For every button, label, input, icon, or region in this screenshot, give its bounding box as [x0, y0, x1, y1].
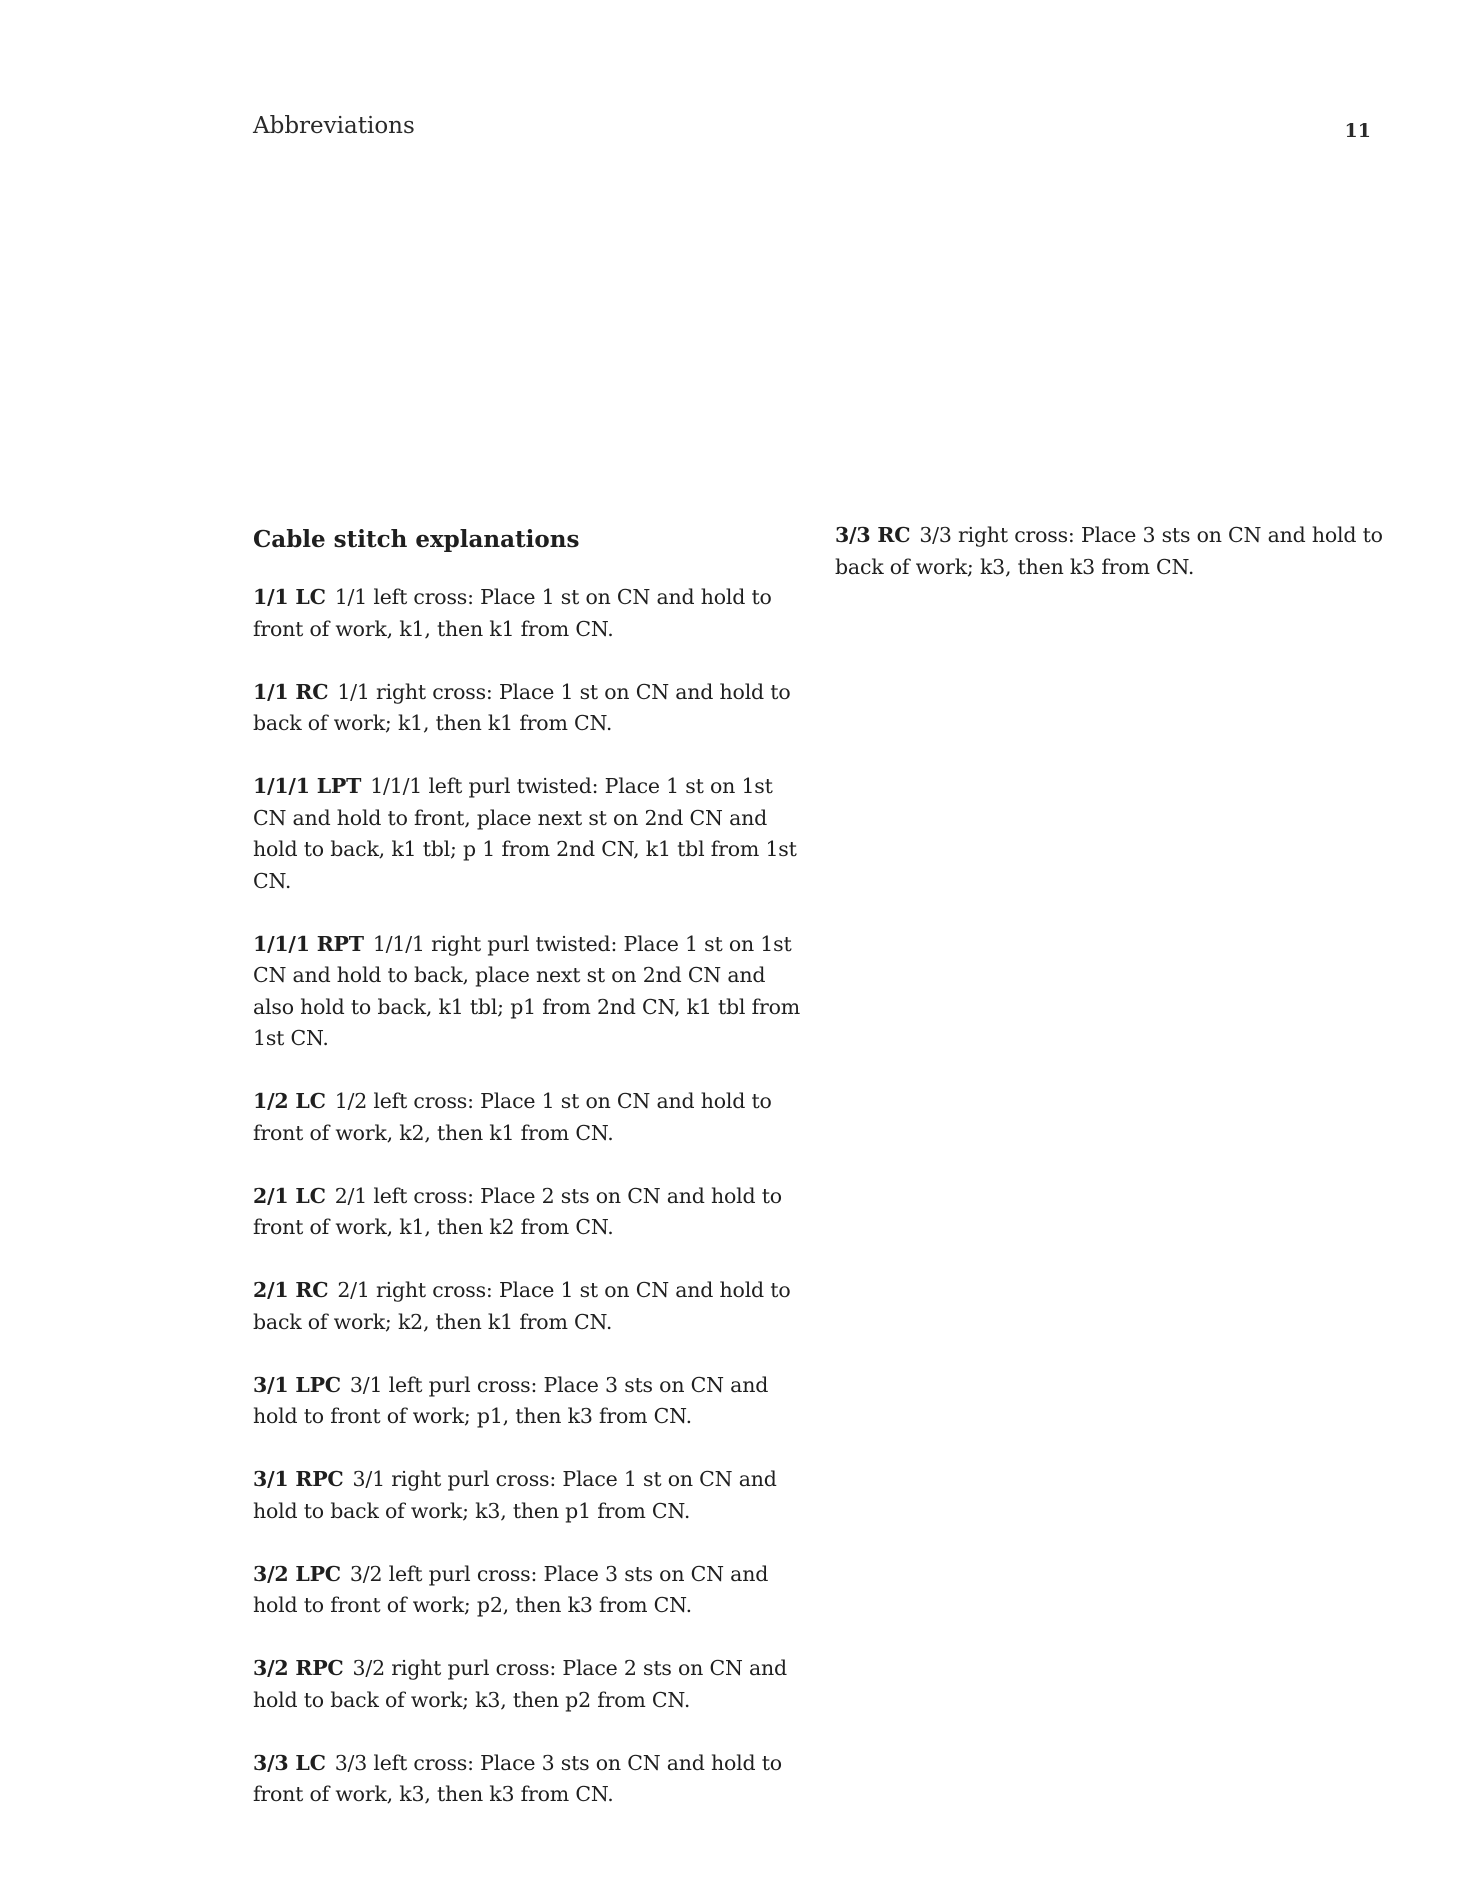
entry-abbr: 1/1 LC: [253, 585, 326, 609]
entry-2-1-rc: [253, 1275, 801, 1338]
entry-abbr: 1/1/1 RPT: [253, 931, 364, 956]
entry-text: 3/1 left purl cross: Place 3 sts on CN and hold to front of work; p1, then k3 from CN.: [253, 1372, 769, 1428]
entry-3-2-lpc: [253, 1559, 801, 1622]
right-column: [835, 520, 1383, 615]
running-head: Abbreviations: [253, 113, 415, 139]
entry-abbr: 1/2 LC: [253, 1089, 326, 1113]
entry-3-3-lc: [253, 1748, 801, 1811]
entry-text: 3/2 left purl cross: Place 3 sts on CN and hold to front of work; p2, then k3 from CN.: [253, 1561, 769, 1617]
entry-abbr: 3/1 LPC: [253, 1372, 341, 1397]
page-number: 11: [1344, 120, 1371, 142]
entry-abbr: 1/1 RC: [253, 679, 329, 704]
entry-text: 3/1 right purl cross: Place 1 st on CN and hold to back of work; k3, then p1 from CN.: [253, 1467, 777, 1523]
entry-abbr: 2/1 LC: [253, 1183, 326, 1208]
entry-abbr: 3/2 RPC: [253, 1656, 344, 1680]
entry-abbr: 3/3 RC: [835, 523, 911, 547]
entry-text: 1/1/1 right purl twisted: Place 1 st on 1st CN and hold to back, place next st on 2nd CN and also hold to back, k1 tbl; p1 from 2nd CN, k1 tbl from 1st CN.: [253, 931, 800, 1050]
entry-text: 3/3 right cross: Place 3 sts on CN and hold to back of work; k3, then k3 from CN.: [835, 523, 1383, 579]
entry-abbr: 3/2 LPC: [253, 1561, 341, 1586]
entry-abbr: 2/1 RC: [253, 1278, 329, 1302]
entry-text: 3/2 right purl cross: Place 2 sts on CN and hold to back of work; k3, then p2 from CN.: [253, 1656, 787, 1712]
entry-3-2-rpc: [253, 1653, 801, 1716]
entry-text: 1/2 left cross: Place 1 st on CN and hold to front of work, k2, then k1 from CN.: [253, 1089, 772, 1145]
entry-1-1-1-lpt: [253, 771, 801, 897]
entry-abbr: 3/3 LC: [253, 1750, 326, 1775]
entry-1-1-lc: [253, 582, 801, 645]
entry-abbr: 1/1/1 LPT: [253, 774, 362, 798]
entry-3-3-rc: [835, 520, 1383, 583]
entry-1-1-rc: [253, 677, 801, 740]
entry-text: 1/1/1 left purl twisted: Place 1 st on 1st CN and hold to front, place next st on 2nd CN and hold to back, k1 tbl; p 1 from 2nd CN, k1 tbl from 1st CN.: [253, 774, 797, 893]
entry-text: 1/1 left cross: Place 1 st on CN and hold to front of work, k1, then k1 from CN.: [253, 585, 772, 641]
entry-3-1-lpc: [253, 1370, 801, 1433]
entry-text: 1/1 right cross: Place 1 st on CN and hold to back of work; k1, then k1 from CN.: [253, 679, 791, 735]
entry-text: 3/3 left cross: Place 3 sts on CN and hold to front of work, k3, then k3 from CN.: [253, 1750, 782, 1806]
entry-text: 2/1 left cross: Place 2 sts on CN and hold to front of work, k1, then k2 from CN.: [253, 1183, 782, 1239]
entry-1-2-lc: [253, 1086, 801, 1149]
entry-text: 2/1 right cross: Place 1 st on CN and hold to back of work; k2, then k1 from CN.: [253, 1278, 791, 1334]
section-heading: Cable stitch explanations: [253, 526, 580, 553]
entry-abbr: 3/1 RPC: [253, 1467, 344, 1491]
entry-1-1-1-rpt: [253, 929, 801, 1055]
left-column: [253, 520, 801, 1842]
entry-2-1-lc: [253, 1181, 801, 1244]
entry-3-1-rpc: [253, 1464, 801, 1527]
